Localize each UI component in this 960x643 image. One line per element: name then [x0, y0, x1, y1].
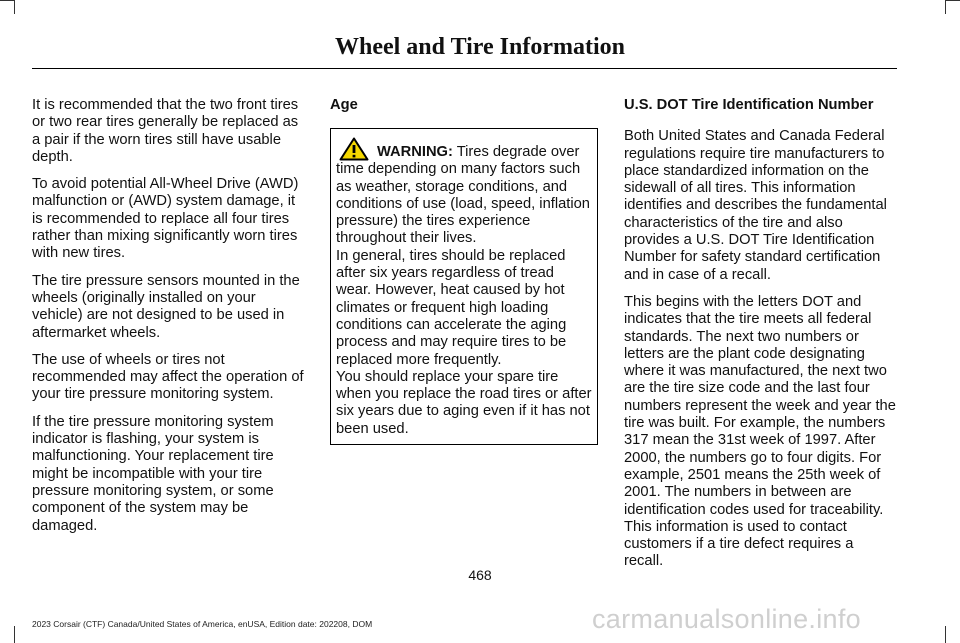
paragraph: This begins with the letters DOT and indicates that the tire meets all federal standards. The next two numbers or letters are the plant code designating where it was manufactured, the next two are the tire size code and the last four numbers represent the week and year the tire was built. For example, the numbers 317 mean the 31st week of 1997. After 2000, the numbers go to four digits. For example, 2501 means the 25th week of 2001. The numbers in between are identification codes used for traceability. This information is used to contact customers if a tire defect requires a recall.	[624, 293, 896, 570]
warning-text: Tires degrade over	[456, 144, 580, 160]
paragraph: If the tire pressure monitoring system indicator is flashing, your system is malfunctioning. Your replacement tire might be incompatible with your tire pressure monitoring system, or some component of the system may be damaged.	[32, 413, 274, 534]
page-number: 468	[468, 567, 492, 583]
section-heading-age: Age	[330, 97, 358, 113]
section-heading-dot: U.S. DOT Tire Identification Number	[624, 97, 874, 113]
crop-mark	[14, 0, 15, 14]
paragraph: Both United States and Canada Federal regulations require tire manufacturers to place standardized information on the sidewall of all tires. This information identifies and describes the fundamental characteristics of the tire and also provides a U.S. DOT Tire Identification Number for safety standard certification and in case of a recall.	[624, 128, 887, 283]
warning-label: WARNING:	[377, 144, 453, 160]
right-column	[624, 97, 896, 581]
paragraph: The tire pressure sensors mounted in the wheels (originally installed on your vehicle) are not designed to be used in aftermarket wheels.	[32, 272, 300, 341]
warning-title-line	[336, 137, 592, 161]
watermark: carmanualsonline.info	[592, 604, 861, 634]
warning-box	[330, 128, 598, 445]
paragraph: To avoid potential All-Wheel Drive (AWD) malfunction or (AWD) system damage, it is recommended to replace all four tires rather than mixing significantly worn tires with new tires.	[32, 176, 299, 262]
page-title: Wheel and Tire Information	[334, 34, 626, 60]
warning-first-paragraph	[336, 137, 592, 247]
warning-text-continued: time depending on many factors such as weather, storage conditions, and conditions of use (load, speed, inflation pressure) the tires experience throughout their lives.	[336, 161, 590, 247]
crop-mark	[945, 626, 946, 643]
warning-paragraph: You should replace your spare tire when you replace the road tires or after six years due to aging even if it has not been used.	[336, 368, 592, 437]
header-divider	[32, 68, 897, 69]
paragraph: It is recommended that the two front tires or two rear tires generally be replaced as a pair if the worn tires still have usable depth.	[32, 97, 299, 165]
warning-triangle-icon	[339, 137, 369, 161]
crop-mark	[0, 0, 14, 1]
paragraph: The use of wheels or tires not recommended may affect the operation of your tire pressure monitoring system.	[32, 351, 304, 403]
warning-paragraph: In general, tires should be replaced after six years regardless of tread wear. However, heat caused by hot climates or frequent high loading conditions can accelerate the aging process and may require tires to be replaced more frequently.	[336, 247, 567, 368]
left-column	[32, 97, 304, 545]
middle-column	[330, 97, 598, 445]
crop-mark	[945, 0, 946, 14]
crop-mark	[14, 626, 15, 643]
edition-footer: 2023 Corsair (CTF) Canada/United States of America, enUSA, Edition date: 202208, DOM	[32, 619, 373, 629]
crop-mark	[946, 0, 960, 1]
